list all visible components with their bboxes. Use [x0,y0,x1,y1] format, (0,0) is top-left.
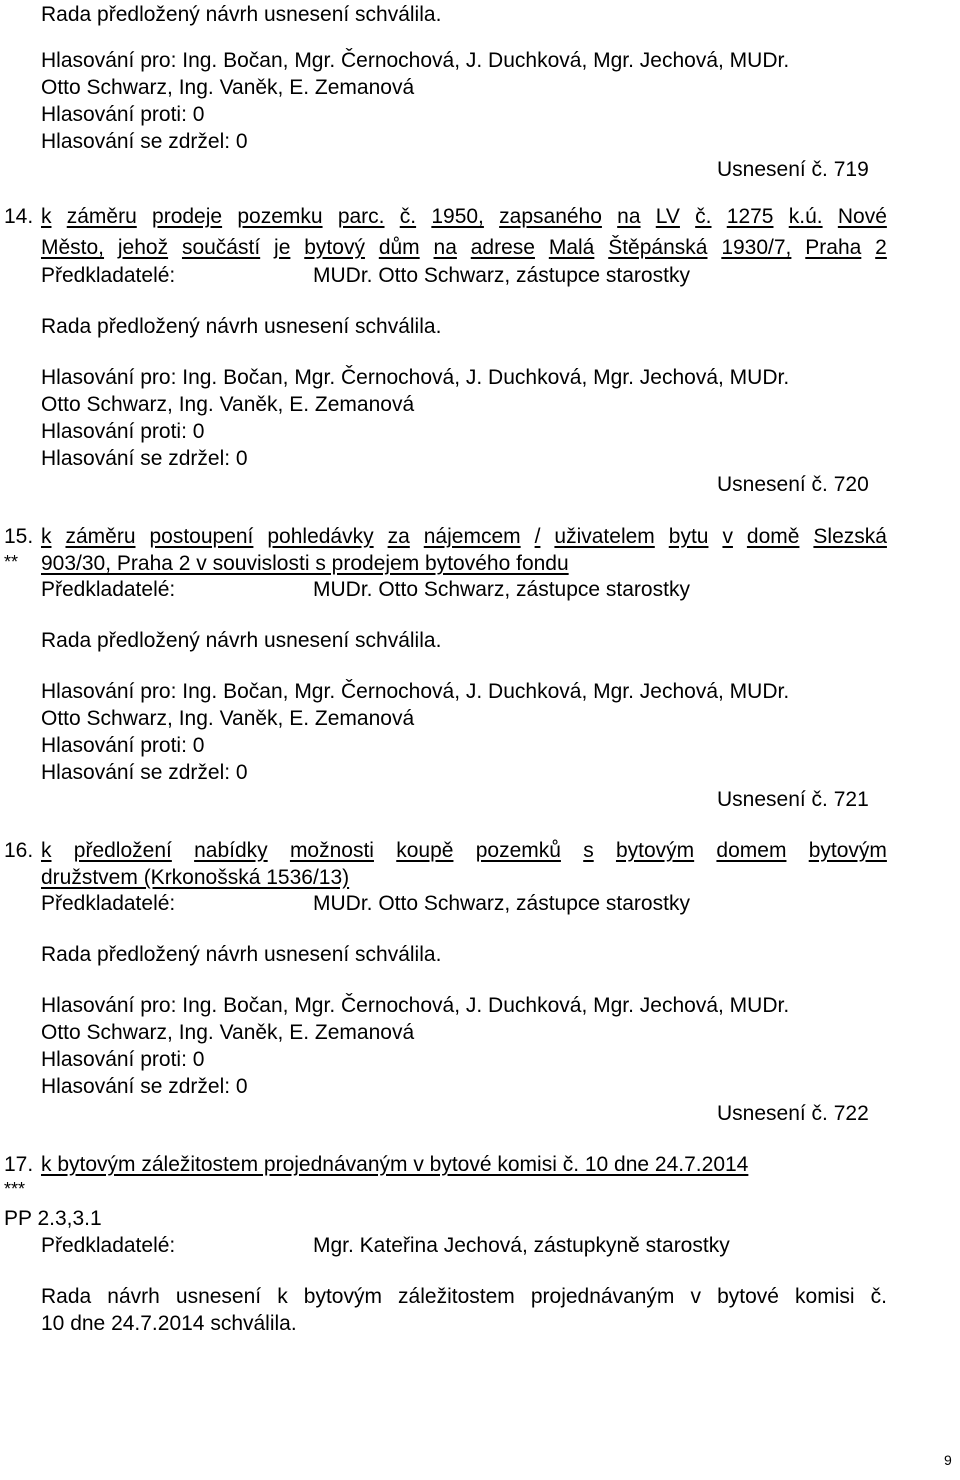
item-title-line: k bytovým záležitostem projednávaným v bytové komisi č. 10 dne 24.7.2014 [41,1153,749,1176]
word: bytové [717,1285,779,1308]
word: předložení [73,839,172,862]
word: záměru [65,525,136,548]
word: k.ú. [788,205,823,228]
proposer-name: MUDr. Otto Schwarz, zástupce starostky [313,264,690,287]
word: pozemků [475,839,561,862]
item-title-line: 903/30, Praha 2 v souvislosti s prodejem bytového fondu [41,552,569,575]
approval-text-line [41,1284,887,1310]
item-title-line [41,235,887,261]
votes-against: Hlasování proti: 0 [41,103,205,126]
word: je [274,236,291,259]
votes-for-line: Hlasování pro: Ing. Bočan, Mgr. Černochová, J. Duchková, Mgr. Jechová, MUDr. [41,994,790,1017]
word: k [277,1285,288,1308]
word: domem [716,839,787,862]
word: k [41,525,52,548]
word: uživatelem [554,525,655,548]
word: č. [399,205,417,228]
approval-text: Rada předložený návrh usnesení schválila. [41,3,442,26]
word: Slezská [813,525,887,548]
word: č. [695,205,712,228]
word: Praha [805,236,862,259]
word: parc. [337,205,385,228]
word: usnesení [175,1285,262,1308]
word: jehož [117,236,169,259]
word: nájemcem [423,525,521,548]
word: k [41,205,52,228]
approval-text: Rada předložený návrh usnesení schválila. [41,943,442,966]
votes-against: Hlasování proti: 0 [41,420,205,443]
proposer-label: Předkladatelé: [41,264,176,287]
word: Nové [837,205,887,228]
votes-for-line: Hlasování pro: Ing. Bočan, Mgr. Černochová, J. Duchková, Mgr. Jechová, MUDr. [41,680,790,703]
votes-against: Hlasování proti: 0 [41,1048,205,1071]
approval-text-line: 10 dne 24.7.2014 schválila. [41,1312,297,1335]
word: Štěpánská [608,236,708,259]
word: bytovým [615,839,695,862]
votes-abstained: Hlasování se zdržel: 0 [41,761,248,784]
proposer-label: Předkladatelé: [41,892,176,915]
item-stars: *** [4,1179,26,1199]
proposer-label: Předkladatelé: [41,1234,176,1257]
votes-for-line: Otto Schwarz, Ing. Vaněk, E. Zemanová [41,707,415,730]
proposer-name: MUDr. Otto Schwarz, zástupce starostky [313,578,690,601]
word: bytový [304,236,365,259]
votes-for-line: Otto Schwarz, Ing. Vaněk, E. Zemanová [41,1021,415,1044]
word: Rada [41,1285,92,1308]
word: s [583,839,594,862]
word: záležitostem [398,1285,515,1308]
item-title-line [41,838,887,864]
word: nabídky [194,839,268,862]
item-number: 17. [4,1153,34,1176]
word: č. [870,1285,887,1308]
word: 1275 [726,205,774,228]
votes-for-line: Otto Schwarz, Ing. Vaněk, E. Zemanová [41,393,415,416]
votes-for-line: Otto Schwarz, Ing. Vaněk, E. Zemanová [41,76,415,99]
votes-for-line: Hlasování pro: Ing. Bočan, Mgr. Černochová, J. Duchková, Mgr. Jechová, MUDr. [41,366,790,389]
word: návrh [107,1285,160,1308]
word: součástí [181,236,261,259]
item-number: 14. [4,205,34,228]
word: 2 [875,236,887,259]
proposer-label: Předkladatelé: [41,578,176,601]
approval-text: Rada předložený návrh usnesení schválila. [41,629,442,652]
item-stars: ** [4,552,19,572]
word: bytovým [808,839,887,862]
word: na [617,205,641,228]
word: za [387,525,410,548]
word: zapsaného [499,205,602,228]
item-number: 15. [4,525,34,548]
votes-against: Hlasování proti: 0 [41,734,205,757]
resolution-number: Usnesení č. 720 [717,473,869,496]
item-title-line: družstvem (Krkonošská 1536/13) [41,866,350,889]
word: bytovým [303,1285,382,1308]
proposer-name: MUDr. Otto Schwarz, zástupce starostky [313,892,690,915]
word: pohledávky [267,525,374,548]
word: / [534,525,541,548]
word: LV [655,205,680,228]
word: Malá [548,236,595,259]
word: pozemku [237,205,323,228]
votes-abstained: Hlasování se zdržel: 0 [41,447,248,470]
word: projednávaným [530,1285,675,1308]
resolution-number: Usnesení č. 719 [717,158,869,181]
word: dům [378,236,420,259]
pp-label: PP 2.3,3.1 [4,1207,102,1230]
word: postoupení [149,525,254,548]
item-title-line [41,524,887,550]
word: 1950, [431,205,484,228]
word: k [41,839,52,862]
votes-for-line: Hlasování pro: Ing. Bočan, Mgr. Černochová, J. Duchková, Mgr. Jechová, MUDr. [41,49,790,72]
item-number: 16. [4,839,34,862]
word: 1930/7, [721,236,792,259]
word: bytu [668,525,709,548]
proposer-name: Mgr. Kateřina Jechová, zástupkyně starostky [313,1234,730,1257]
resolution-number: Usnesení č. 722 [717,1102,869,1125]
word: prodeje [152,205,223,228]
word: adrese [470,236,535,259]
approval-text: Rada předložený návrh usnesení schválila. [41,315,442,338]
word: možnosti [289,839,374,862]
resolution-number: Usnesení č. 721 [717,788,869,811]
word: v [690,1285,702,1308]
page-number: 9 [944,1452,952,1468]
word: koupě [396,839,454,862]
word: domě [746,525,800,548]
word: v [722,525,733,548]
word: Město, [41,236,105,259]
votes-abstained: Hlasování se zdržel: 0 [41,1075,248,1098]
item-title-line [41,204,887,230]
word: na [433,236,457,259]
word: záměru [66,205,137,228]
word: komisi [795,1285,855,1308]
votes-abstained: Hlasování se zdržel: 0 [41,130,248,153]
